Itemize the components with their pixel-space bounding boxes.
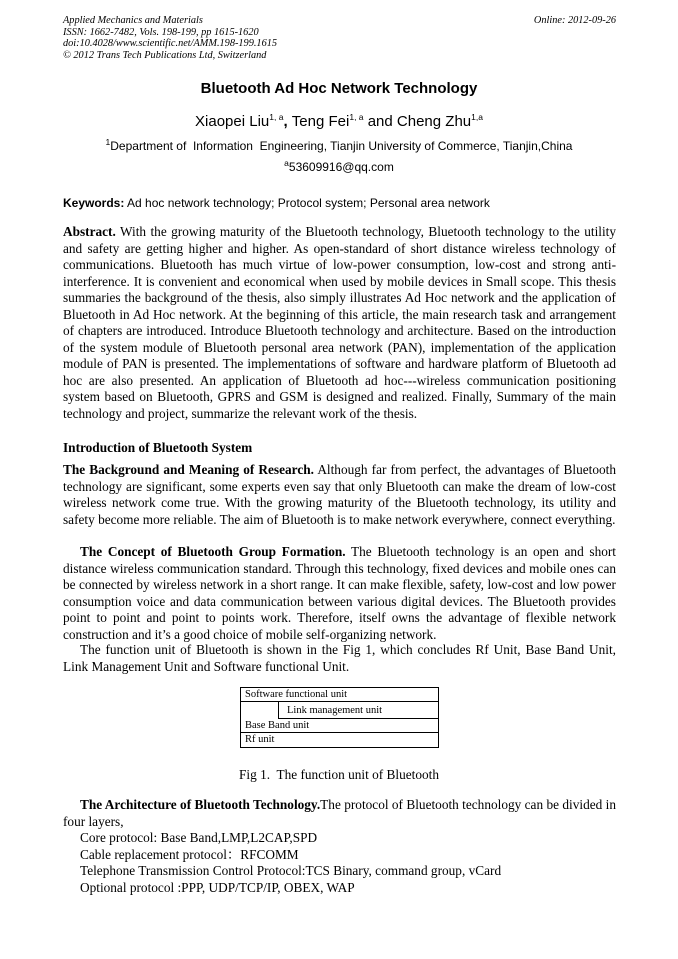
diagram-row-rf: Rf unit (245, 734, 275, 745)
online-date: Online: 2012-09-26 (533, 15, 616, 26)
abstract-paragraph (63, 224, 616, 422)
paragraph-run-in-heading: The Architecture of Bluetooth Technology. (80, 797, 321, 812)
author-affiliation-mark: 1,a (471, 112, 483, 122)
author-affiliation-mark: 1, a (349, 112, 364, 122)
abstract-label: Abstract. (63, 224, 116, 239)
paragraph-run-in-heading: The Background and Meaning of Research. (63, 462, 314, 477)
paragraph-text: The function unit of Bluetooth is shown in the Fig 1, which concludes Rf Unit, Base Band Unit, Link Management Unit and Software functional Unit. (63, 642, 616, 674)
author-separator: and (363, 113, 397, 130)
keywords-label: Keywords: (63, 196, 125, 210)
journal-header (63, 15, 616, 61)
protocol-layer-item: Telephone Transmission Control Protocol:TCS Binary, command group, vCard (80, 863, 502, 878)
protocol-layer-list (80, 830, 501, 896)
body-paragraph (63, 544, 616, 643)
author-affiliation-mark: 1, a (269, 112, 284, 122)
keywords-line (63, 196, 616, 210)
journal-name: Applied Mechanics and Materials (63, 15, 203, 26)
function-unit-diagram (240, 687, 439, 748)
body-paragraph (63, 642, 616, 675)
email-mark: a (284, 158, 289, 168)
diagram-row-link-management: Link management unit (278, 702, 438, 719)
keywords-text: Ad hoc network technology; Protocol system; Personal area network (124, 196, 490, 210)
abstract-text: With the growing maturity of the Bluetooth technology, Bluetooth technology to the utility and safety are getting higher and higher. As open-standard of short distance wireless technology of communications. Bluetooth has much virtue of low-power consumption, low-cost and strong anti-interference. It is convenient and economical when used by mobile devices in Small scope. This thesis summaries the background of the thesis, also simply illustrates Ad Hoc network and the application of Bluetooth in Ad Hoc network. At the beginning of this article, the main research task and arrangement of chapters are introduced. Introduce Bluetooth technology and architecture. Based on the introduction of the system module of Bluetooth personal area network (PAN), implementation of the application module of PAN is presented. The implementations of software and hardware platform of Bluetooth ad hoc are also presented. An application of Bluetooth ad hoc---wireless communication positioning system based on Bluetooth, GPRS and GSM is designed and realized. Finally, Summary of the main technology and project, summarize the relevant work of the thesis. (63, 224, 616, 421)
diagram-row-software: Software functional unit (241, 688, 438, 702)
author-list (0, 113, 678, 130)
email-text: 53609916@qq.com (288, 160, 394, 174)
body-paragraph (63, 462, 616, 528)
protocol-layer-item: Optional protocol :PPP, UDP/TCP/IP, OBEX, WAP (80, 879, 355, 895)
doi-line: doi:10.4028/www.scientific.net/AMM.198-199.1615 (63, 38, 278, 50)
issn-line: ISSN: 1662-7482, Vols. 198-199, pp 1615-1620 (63, 26, 259, 38)
paragraph-text: The protocol of Bluetooth technology can be divided in four layers, (63, 797, 616, 829)
protocol-layer-item: Cable replacement protocol：RFCOMM (80, 846, 299, 862)
protocol-layer-item: Core protocol: Base Band,LMP,L2CAP,SPD (80, 830, 318, 845)
paragraph-text: Although far from perfect, the advantages of Bluetooth technology are significant, some experts even say that only Bluetooth can make the dream of low-cost wireless network come true. With the growing maturity of the Bluetooth technology, its utility and safety become more reliable. The aim of Bluetooth is to make network everywhere, connect everything. (63, 462, 616, 527)
section-heading: Introduction of Bluetooth System (63, 440, 253, 455)
author-name: Cheng Zhu (396, 113, 472, 130)
paragraph-run-in-heading: The Concept of Bluetooth Group Formation. (80, 544, 346, 559)
body-paragraph (63, 797, 616, 830)
author-email (0, 160, 678, 174)
affiliation-text: Department of Information Engineering, Tianjin University of Commerce, Tianjin,China (110, 139, 573, 153)
affiliation-mark: 1 (105, 137, 111, 147)
author-separator: , (283, 113, 292, 130)
paragraph-text: The Bluetooth technology is an open and short distance wireless communication standard. Through this technology, fixed devices and mobile ones can be connected by wireless network in a short range. It can make flexible, safety, low-cost and low power consumption voice and data communication between various digital devices. The Bluetooth provides point to point and point to points work. Therefore, itself owns the advantage of flexible network construction and it’s a good choice of mobile self-organizing network. (63, 544, 616, 642)
diagram-row-base-band: Base Band unit (241, 719, 438, 733)
author-name: Teng Fei (291, 113, 350, 130)
affiliation (0, 139, 678, 153)
copyright-line: © 2012 Trans Tech Publications Ltd, Switzerland (63, 49, 267, 61)
figure-caption: Fig 1. The function unit of Bluetooth (239, 767, 439, 782)
author-name: Xiaopei Liu (195, 113, 270, 130)
paper-title: Bluetooth Ad Hoc Network Technology (200, 80, 478, 97)
